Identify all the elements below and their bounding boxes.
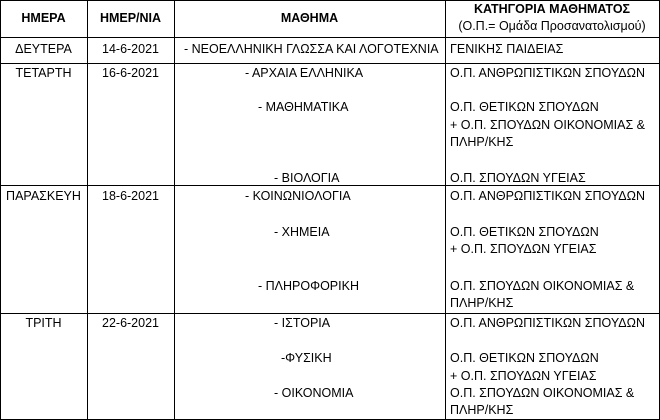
row-3-category-3-line-1: Ο.Π. ΣΠΟΥΔΩΝ ΟΙΚΟΝΟΜΙΑΣ & [450, 279, 635, 293]
row-2-date: 16-6-2021 [102, 66, 159, 80]
row-3-subject-1: - ΚΟΙΝΩΝΙΟΛΟΓΙΑ [245, 189, 351, 203]
row-2-category-2-line-3: ΠΛΗΡ/ΚΗΣ [450, 135, 514, 149]
row-2-category-2-line-2: + Ο.Π. ΣΠΟΥΔΩΝ ΟΙΚΟΝΟΜΙΑΣ & [450, 118, 646, 132]
header-category-note: (Ο.Π.= Ομάδα Προσανατολισμού) [458, 19, 646, 33]
row-2-day: ΤΕΤΑΡΤΗ [15, 66, 72, 80]
header-subject: ΜΑΘΗΜΑ [280, 11, 339, 25]
row-4-category-2-line-2: + Ο.Π. ΣΠΟΥΔΩΝ ΥΓΕΙΑΣ [450, 369, 597, 383]
row-3-category-3-line-2: ΠΛΗΡ/ΚΗΣ [450, 296, 514, 310]
row-3-date: 18-6-2021 [102, 189, 159, 203]
row-4-subject-2: -ΦΥΣΙΚΗ [281, 351, 332, 365]
row-3-category-2-line-2: + Ο.Π. ΣΠΟΥΔΩΝ ΥΓΕΙΑΣ [450, 242, 597, 256]
row-divider-3 [0, 313, 660, 314]
row-3-category-1: Ο.Π. ΑΝΘΡΩΠΙΣΤΙΚΩΝ ΣΠΟΥΔΩΝ [450, 189, 645, 203]
row-4-date: 22-6-2021 [102, 316, 159, 330]
row-4-category-3-line-2: ΠΛΗΡ/ΚΗΣ [450, 403, 514, 417]
row-4-category-1: Ο.Π. ΑΝΘΡΩΠΙΣΤΙΚΩΝ ΣΠΟΥΔΩΝ [450, 316, 645, 330]
row-1-category-1: ΓΕΝΙΚΗΣ ΠΑΙΔΕΙΑΣ [450, 42, 564, 56]
row-3-subject-2: - ΧΗΜΕΙΑ [274, 225, 330, 239]
row-2-subject-3: - ΒΙΟΛΟΓΙΑ [274, 171, 340, 185]
row-1-day: ΔΕΥΤΕΡΑ [15, 42, 72, 56]
row-divider-header [0, 37, 660, 38]
row-4-day: ΤΡΙΤΗ [25, 316, 62, 330]
row-1-subject-1: - ΝΕΟΕΛΛΗΝΙΚΗ ΓΛΩΣΣΑ ΚΑΙ ΛΟΓΟΤΕΧΝΙΑ [184, 42, 439, 56]
row-2-subject-2: - ΜΑΘΗΜΑΤΙΚΑ [258, 100, 349, 114]
row-4-category-2-line-1: Ο.Π. ΘΕΤΙΚΩΝ ΣΠΟΥΔΩΝ [450, 351, 599, 365]
row-2-category-1: Ο.Π. ΑΝΘΡΩΠΙΣΤΙΚΩΝ ΣΠΟΥΔΩΝ [450, 66, 645, 80]
row-2-subject-1: - ΑΡΧΑΙΑ ΕΛΛΗΝΙΚΑ [245, 66, 364, 80]
row-2-category-2-line-1: Ο.Π. ΘΕΤΙΚΩΝ ΣΠΟΥΔΩΝ [450, 100, 599, 114]
header-date: ΗΜΕΡ/ΝΙΑ [99, 11, 162, 25]
row-divider-1 [0, 63, 660, 64]
row-3-subject-3: - ΠΛΗΡΟΦΟΡΙΚΗ [258, 279, 359, 293]
row-2-category-3: Ο.Π. ΣΠΟΥΔΩΝ ΥΓΕΙΑΣ [450, 171, 586, 185]
row-4-subject-1: - ΙΣΤΟΡΙΑ [274, 316, 331, 330]
row-3-category-2-line-1: Ο.Π. ΘΕΤΙΚΩΝ ΣΠΟΥΔΩΝ [450, 225, 599, 239]
row-4-subject-3: - ΟΙΚΟΝΟΜΙΑ [274, 386, 354, 400]
row-4-category-3-line-1: Ο.Π. ΣΠΟΥΔΩΝ ΟΙΚΟΝΟΜΙΑΣ & [450, 386, 635, 400]
header-category: ΚΑΤΗΓΟΡΙΑ ΜΑΘΗΜΑΤΟΣ [473, 2, 631, 16]
header-day: ΗΜΕΡΑ [21, 11, 66, 25]
row-1-date: 14-6-2021 [102, 42, 159, 56]
row-3-day: ΠΑΡΑΣΚΕΥΗ [6, 189, 81, 203]
